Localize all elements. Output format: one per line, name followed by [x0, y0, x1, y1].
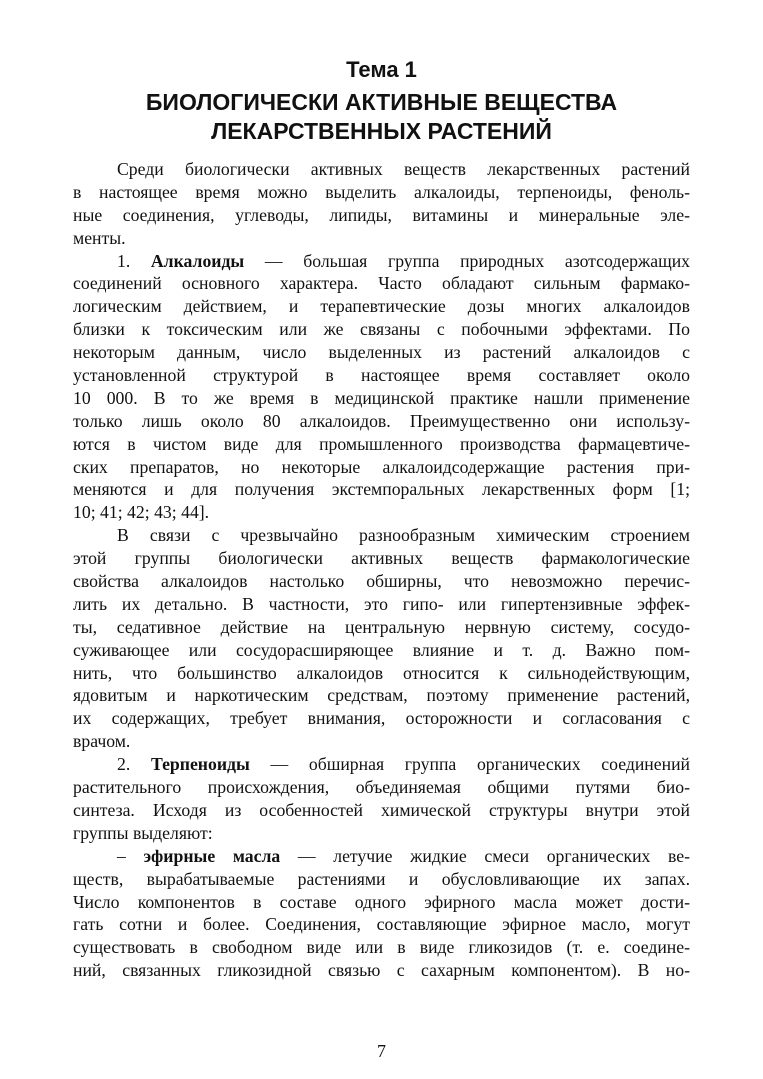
- text-line: 10 000. В то же время в медицинской практике нашли применение: [73, 387, 690, 408]
- text-line: некоторым данным, число выделенных из растений алкалоидов с: [73, 342, 690, 363]
- text-line: [73, 250, 690, 273]
- text-line: меняются и для получения экстемпоральных лекарственных форм [1;: [73, 479, 690, 500]
- text-line: их содержащих, требует внимания, осторожности и согласования с: [73, 708, 690, 729]
- list-number: 1.: [117, 250, 131, 271]
- text-line: [73, 753, 690, 776]
- term-terpenoids: Терпеноиды: [150, 754, 250, 775]
- term-essential-oils: эфирные масла: [143, 845, 281, 866]
- text-line: ты, седативное действие на центральную нервную систему, сосудо-: [73, 616, 690, 637]
- term-definition: — летучие жидкие смеси органических ве-: [297, 845, 691, 866]
- text-line: лить их детально. В частности, это гипо- или гипертензивные эффек-: [73, 593, 690, 614]
- text-line: близки к токсическим или же связаны с побочными эффектами. По: [73, 319, 690, 340]
- text-line: свойства алкалоидов настолько обширны, что невозможно перечис-: [73, 571, 690, 592]
- text-line: ществ, вырабатываемые растениями и обусловливающие их запах.: [73, 868, 690, 889]
- text-line: ядовитым и наркотическим средствам, поэтому применение растений,: [73, 685, 690, 706]
- list-dash: –: [117, 845, 126, 866]
- text-line: менты.: [73, 227, 126, 248]
- text-line: ний, связанных гликозидной связью с сахарным компонентом). В но-: [73, 960, 690, 981]
- text-line: нить, что большинство алкалоидов относится к сильнодействующим,: [73, 662, 690, 683]
- text-line: ских препаратов, но некоторые алкалоидсодержащие растения при-: [73, 456, 690, 477]
- text-line: этой группы биологически активных веществ фармакологические: [73, 548, 690, 569]
- body-text: [73, 158, 690, 982]
- text-line: [73, 845, 690, 868]
- text-line: В связи с чрезвычайно разнообразным химическим строением: [117, 525, 690, 546]
- text-line: суживающее или сосудорасширяющее влияние и т. д. Важно пом-: [73, 639, 690, 660]
- term-definition: — большая группа природных азотсодержащих: [264, 250, 691, 271]
- text-line: ются в чистом виде для промышленного производства фармацевтиче-: [73, 433, 690, 454]
- text-line: гать сотни и более. Соединения, составляющие эфирное масло, могут: [73, 914, 690, 935]
- title-line-1: БИОЛОГИЧЕСКИ АКТИВНЫЕ ВЕЩЕСТВА: [145, 89, 618, 115]
- text-line: логическим действием, и терапевтические дозы многих алкалоидов: [73, 296, 690, 317]
- text-line: Число компонентов в составе одного эфирного масла может дости-: [73, 891, 690, 912]
- text-line: врачом.: [73, 731, 131, 752]
- term-definition: — обширная группа органических соединений: [270, 754, 690, 775]
- text-line: растительного происхождения, объединяемая общими путями био-: [73, 777, 690, 798]
- text-line: соединений основного характера. Часто обладают сильным фармако-: [73, 273, 690, 294]
- text-line: существовать в свободном виде или в виде гликозидов (т. е. соедине-: [73, 937, 690, 958]
- term-alkaloids: Алкалоиды: [150, 250, 245, 271]
- text-line: Среди биологически активных веществ лекарственных растений: [117, 159, 690, 179]
- text-line: группы выделяют:: [73, 822, 213, 843]
- title-line-2: ЛЕКАРСТВЕННЫХ РАСТЕНИЙ: [211, 118, 552, 144]
- topic-heading: Тема 1: [346, 57, 417, 82]
- page-number: 7: [377, 1041, 386, 1061]
- text-line: в настоящее время можно выделить алкалоиды, терпеноиды, феноль-: [73, 181, 690, 202]
- list-number: 2.: [117, 754, 131, 775]
- text-line: ные соединения, углеводы, липиды, витамины и минеральные эле-: [73, 204, 690, 225]
- text-line: только лишь около 80 алкалоидов. Преимущественно они использу-: [73, 410, 690, 431]
- text-line: установленной структурой в настоящее время составляет около: [73, 365, 690, 386]
- text-line: синтеза. Исходя из особенностей химической структуры внутри этой: [73, 799, 690, 820]
- text-line: 10; 41; 42; 43; 44].: [73, 502, 210, 523]
